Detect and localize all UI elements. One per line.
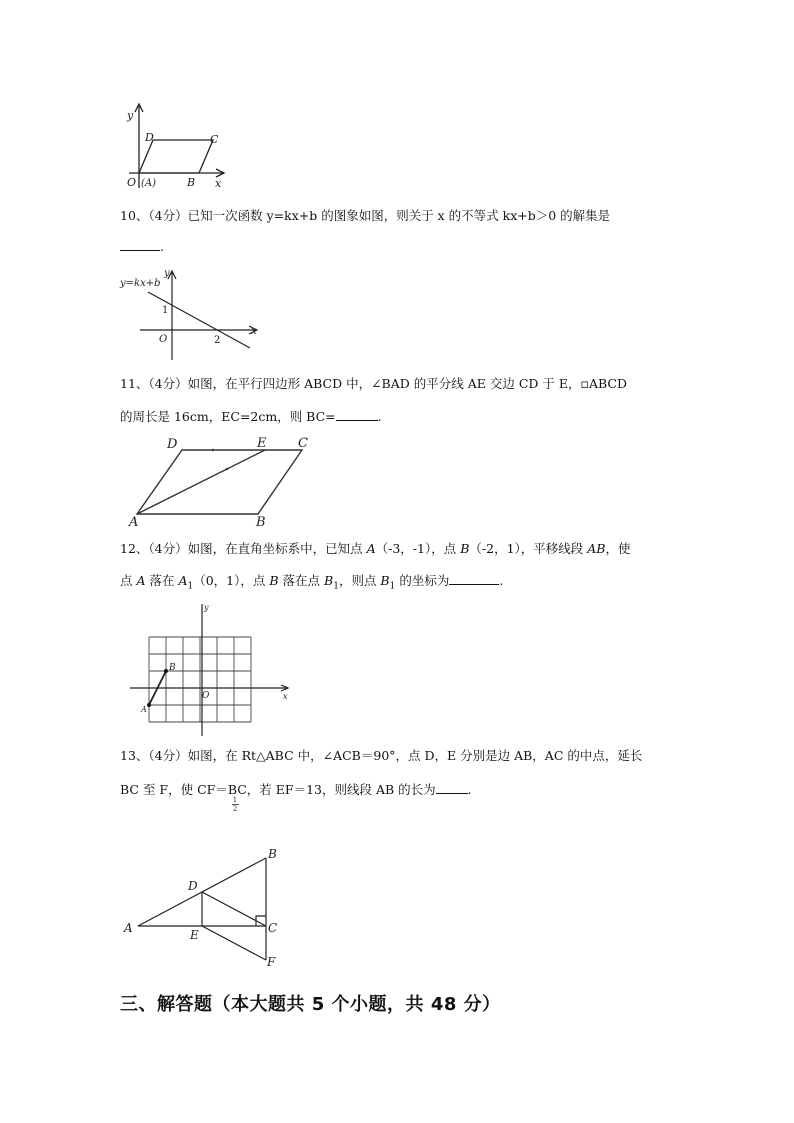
- y-label: y: [127, 109, 134, 122]
- point-d-label: D: [145, 131, 154, 144]
- top-dot: [212, 449, 214, 451]
- q12-answer-blank[interactable]: [449, 572, 499, 585]
- point-a: [147, 703, 151, 707]
- q13-text-line1: 13、（4分）如图，在 Rt△ABC 中，∠ACB＝90°，点 D，E 分别是边 AB，AC 的中点，延长: [120, 748, 643, 763]
- q12-text-line2: 点 A 落在 $A_1(0$，1），点 B 落在点 $B_1$，则点 $B_1$ 的坐标为 .: [120, 573, 504, 592]
- point-a-label: (A): [141, 178, 157, 189]
- point-c-label: C: [210, 133, 219, 146]
- q12-figure: [128, 600, 298, 740]
- point-e-label: E: [190, 928, 199, 942]
- grid: [149, 637, 251, 722]
- tick-1-label: 1: [162, 305, 169, 316]
- q10-figure: [118, 264, 268, 364]
- origin-label: O: [159, 334, 168, 345]
- fraction-one-half: 1 2: [232, 796, 238, 813]
- x-label: x: [215, 177, 222, 190]
- tick-2-label: 2: [214, 335, 221, 346]
- point-c-label: C: [268, 921, 278, 935]
- point-b-label: B: [268, 847, 277, 861]
- parallelogram-abcd: [137, 450, 302, 514]
- q10-answer-blank[interactable]: [120, 238, 160, 251]
- q10-text-line1: 10、（4分）已知一次函数 y=kx+b 的图象如图，则关于 x 的不等式 kx+b＞0 的解集是: [120, 208, 611, 223]
- point-d-label: D: [188, 879, 198, 893]
- point-a-label: A: [124, 921, 133, 935]
- y-label: y: [204, 603, 209, 612]
- q11-text-line1: 11、（4分）如图，在平行四边形 ABCD 中，∠BAD 的平分线 AE 交边 CD 于 E，▫ABCD: [120, 376, 628, 391]
- q10-text-line2: .: [120, 238, 164, 255]
- q13-figure: [120, 842, 290, 972]
- segment-ef: [202, 926, 266, 960]
- point-b: [164, 669, 168, 673]
- point-b-label: B: [169, 663, 176, 673]
- q11-text-line2: 的周长是 16cm，EC=2cm，则 BC= .: [120, 409, 382, 424]
- section-3-title: 三、解答题（本大题共 5 个小题，共 48 分）: [120, 994, 501, 1015]
- origin-label: O: [202, 691, 210, 701]
- q9-figure: [115, 100, 235, 195]
- q13-text-line2: BC 至 F，使 CF＝BC，若 EF＝13，则线段 AB 的长为 .: [120, 782, 472, 797]
- origin-label: O: [127, 176, 137, 189]
- point-b-label: B: [256, 515, 266, 530]
- point-a-label: A: [129, 515, 139, 530]
- function-label: y=kx+b: [120, 278, 161, 289]
- point-d-label: D: [167, 437, 178, 452]
- y-label: y: [164, 268, 170, 279]
- q13-answer-blank[interactable]: [436, 781, 468, 794]
- point-e-label: E: [257, 436, 267, 451]
- midpoint-dot: [226, 468, 228, 470]
- parallelogram: [139, 140, 213, 173]
- q11-figure: [125, 432, 315, 532]
- x-label: x: [251, 326, 257, 337]
- bisector-ae: [137, 450, 265, 514]
- x-label: x: [283, 692, 288, 701]
- q11-answer-blank[interactable]: [336, 408, 378, 421]
- point-c-label: C: [298, 436, 308, 451]
- point-f-label: F: [267, 955, 276, 969]
- point-b-label: B: [187, 176, 196, 189]
- q12-text-line1: 12、（4分）如图，在直角坐标系中，已知点 A（-3，-1），点 B（-2，1），平移线段 AB，使: [120, 541, 631, 556]
- point-a-label: A: [141, 705, 147, 714]
